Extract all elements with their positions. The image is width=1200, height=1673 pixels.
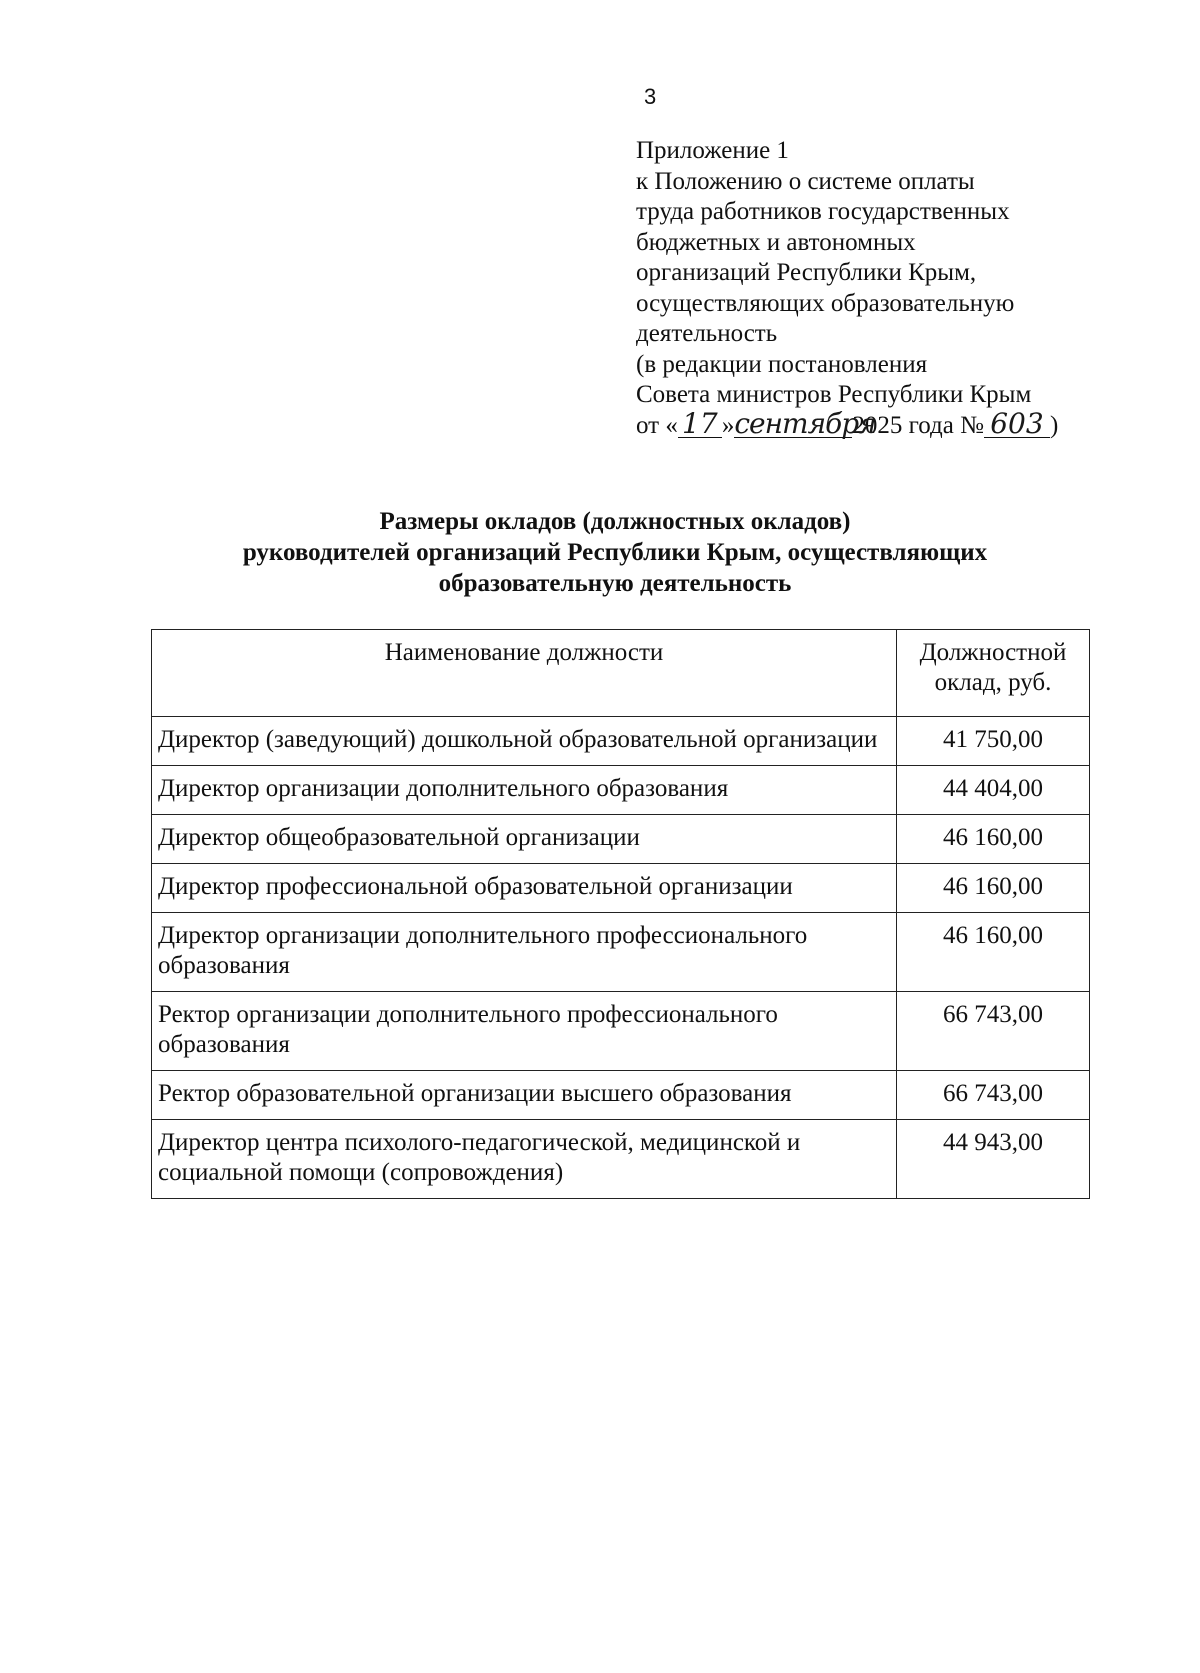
title-line: образовательную деятельность xyxy=(438,570,792,597)
table-row xyxy=(152,864,1090,913)
date-year-text: 2025 года № xyxy=(852,411,984,439)
date-suffix: ) xyxy=(1049,411,1059,439)
appendix-line: (в редакции постановления xyxy=(636,350,928,378)
date-prefix: от « xyxy=(636,411,678,439)
title-line: Размеры окладов (должностных окладов) xyxy=(379,508,851,535)
table-row xyxy=(152,1120,1090,1199)
appendix-line: Совета министров Республики Крым xyxy=(636,381,1032,408)
position-name-cell: Директор организации дополнительного образования xyxy=(152,766,897,815)
header-salary-line: Должностной xyxy=(919,639,1067,666)
table-header-row xyxy=(152,630,1090,717)
salary-cell: 44 404,00 xyxy=(897,766,1090,815)
appendix-line: организаций Республики Крым, xyxy=(636,259,977,286)
salary-cell: 46 160,00 xyxy=(897,815,1090,864)
title-line: руководителей организаций Республики Крым, осуществляющих xyxy=(242,539,988,566)
appendix-line: деятельность xyxy=(636,320,778,347)
position-name-cell: Ректор организации дополнительного профессионального образования xyxy=(152,992,897,1071)
appendix-line: бюджетных и автономных xyxy=(636,228,916,256)
date-mid: » xyxy=(721,411,735,439)
appendix-line: Приложение 1 xyxy=(636,137,789,164)
position-name-cell: Директор центра психолого-педагогической, медицинской и социальной помощи (сопровождения) xyxy=(152,1120,897,1199)
table-row xyxy=(152,766,1090,815)
position-name-cell: Директор общеобразовательной организации xyxy=(152,815,897,864)
salary-cell: 66 743,00 xyxy=(897,1071,1090,1120)
handwritten-month: сентября xyxy=(734,406,876,440)
position-name-cell: Директор (заведующий) дошкольной образовательной организации xyxy=(152,717,897,766)
position-name-cell: Ректор образовательной организации высшего образования xyxy=(152,1071,897,1120)
table-row xyxy=(152,1071,1090,1120)
appendix-line: осуществляющих образовательную xyxy=(636,289,1015,317)
salary-cell: 44 943,00 xyxy=(897,1120,1090,1199)
salary-cell: 41 750,00 xyxy=(897,717,1090,766)
appendix-date-line xyxy=(636,406,1156,442)
appendix-line: к Положению о системе оплаты xyxy=(636,167,975,195)
table-row xyxy=(152,913,1090,992)
appendix-block xyxy=(636,136,1156,441)
salary-table xyxy=(151,629,1090,1199)
header-salary xyxy=(897,630,1090,717)
position-name-cell: Директор профессиональной образовательной организации xyxy=(152,864,897,913)
page-number: 3 xyxy=(644,84,657,109)
position-name-cell: Директор организации дополнительного профессионального образования xyxy=(152,913,897,992)
salary-cell: 46 160,00 xyxy=(897,913,1090,992)
salary-cell: 66 743,00 xyxy=(897,992,1090,1071)
table-row xyxy=(152,717,1090,766)
header-position-name: Наименование должности xyxy=(152,630,897,717)
header-salary-line: оклад, руб. xyxy=(934,669,1052,696)
appendix-line: труда работников государственных xyxy=(636,198,1010,225)
table-row xyxy=(152,815,1090,864)
salary-cell: 46 160,00 xyxy=(897,864,1090,913)
handwritten-number: 603 xyxy=(984,411,1050,438)
table-row xyxy=(152,992,1090,1071)
document-title xyxy=(150,506,1080,599)
handwritten-day: 17 xyxy=(678,411,722,438)
